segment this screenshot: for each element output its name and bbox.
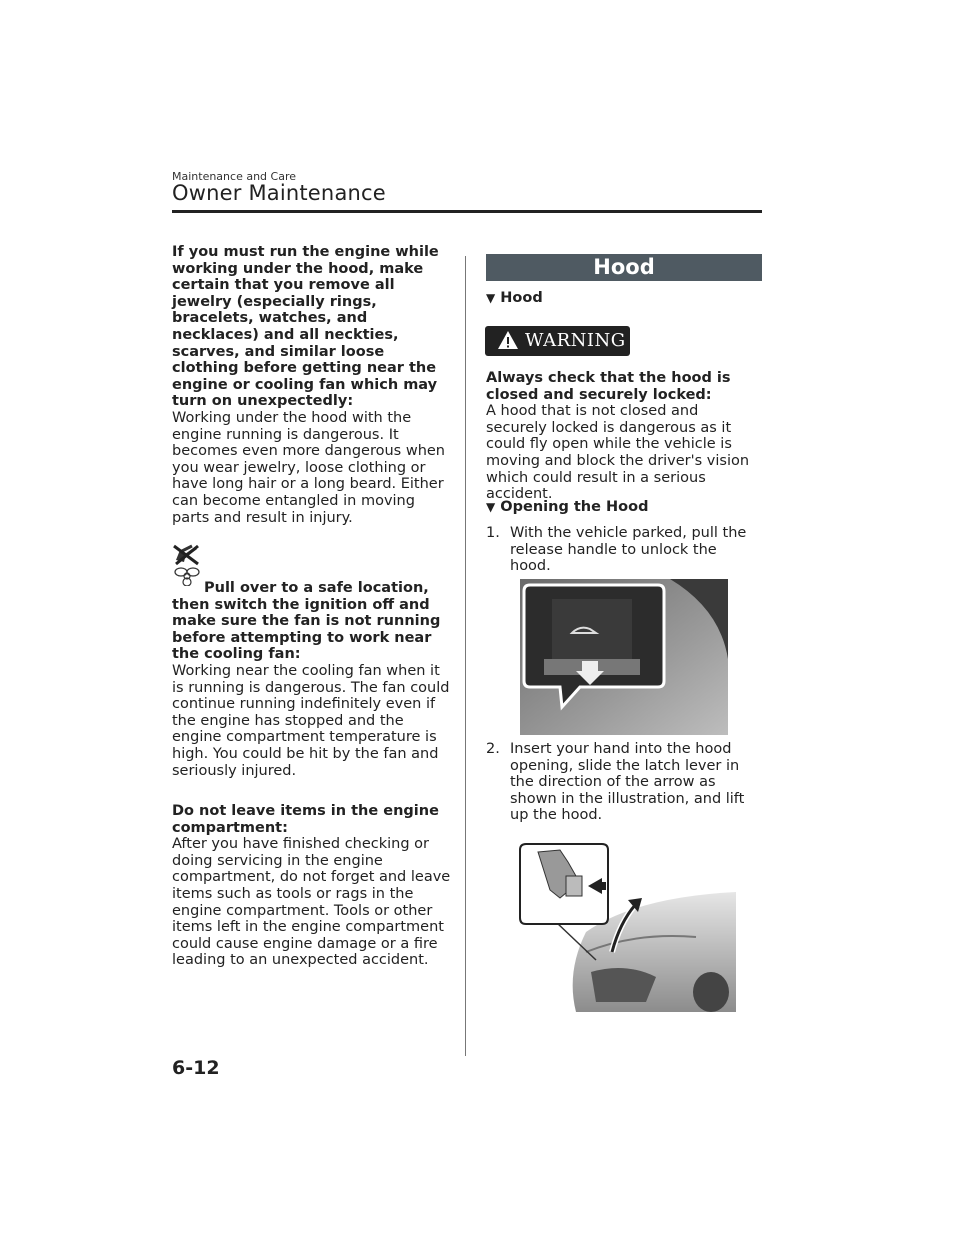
triangle-bullet-icon: ▼	[486, 291, 496, 305]
header-rule	[172, 210, 762, 213]
jewelry-warning-heading: If you must run the engine while working under the hood, make certain that you remove all jewelry (especially rings, bracelets, watches, and necklaces) and all neckties, scarves, and similar loose clothing before getting near the engine or cooling fan which may turn on unexpectedly:	[172, 244, 439, 410]
subheading-opening	[486, 499, 648, 515]
section-label: Maintenance and Care	[172, 170, 296, 183]
triangle-bullet-icon: ▼	[486, 500, 496, 514]
hood-warning-heading: Always check that the hood is closed and securely locked:	[486, 370, 731, 403]
left-column-3	[172, 803, 454, 969]
step-1	[486, 525, 762, 575]
column-divider	[465, 256, 466, 1056]
jewelry-warning-text: Working under the hood with the engine running is dangerous. It becomes even more dangerous when you wear jewelry, loose clothing or have long hair or a long beard. Either can become entangled in moving parts and result in injury.	[172, 409, 446, 526]
step-2-number: 2.	[486, 741, 500, 757]
page-number: 6-12	[172, 1057, 220, 1079]
fan-warning-text: Working near the cooling fan when it is running is dangerous. The fan could continue running indefinitely even if the engine has stopped and the engine compartment temperature is high. You could be hit by the fan and seriously injured.	[172, 662, 450, 779]
step-1-number: 1.	[486, 525, 500, 541]
step-1-text: With the vehicle parked, pull the release handle to unlock the hood.	[510, 525, 747, 575]
subheading-hood-label: Hood	[500, 290, 543, 306]
hood-latch-illustration	[516, 842, 736, 1012]
items-warning-heading: Do not leave items in the engine compartment:	[172, 803, 439, 836]
step-2-text: Insert your hand into the hood opening, slide the latch lever in the direction of the arrow as shown in the illustration, and lift up the hood.	[510, 741, 745, 824]
subheading-hood	[486, 290, 543, 306]
warning-label	[485, 326, 630, 356]
step-2	[486, 741, 762, 824]
hood-banner: Hood	[486, 254, 762, 281]
release-handle-illustration	[520, 579, 728, 735]
items-warning-text: After you have finished checking or doing servicing in the engine compartment, do not forget and leave items such as tools or rags in the engine compartment. Tools or other items left in the engine compartment could cause engine damage or a fire leading to an unexpected accident.	[172, 836, 451, 969]
fan-warning-heading: Pull over to a safe location, then switch the ignition off and make sure the fan is not running before attempting to work near the cooling fan:	[172, 580, 441, 663]
left-column-2	[172, 580, 454, 779]
hood-warning-text: A hood that is not closed and securely locked is dangerous as it could fly open while the vehicle is moving and block the driver's vision which could result in a serious accident.	[486, 403, 750, 503]
warning-triangle-icon	[497, 330, 519, 350]
subheading-opening-label: Opening the Hood	[500, 499, 649, 515]
hood-warning	[486, 370, 762, 503]
warning-label-text: WARNING	[525, 330, 626, 351]
page-title: Owner Maintenance	[172, 181, 386, 205]
left-column	[172, 244, 454, 526]
